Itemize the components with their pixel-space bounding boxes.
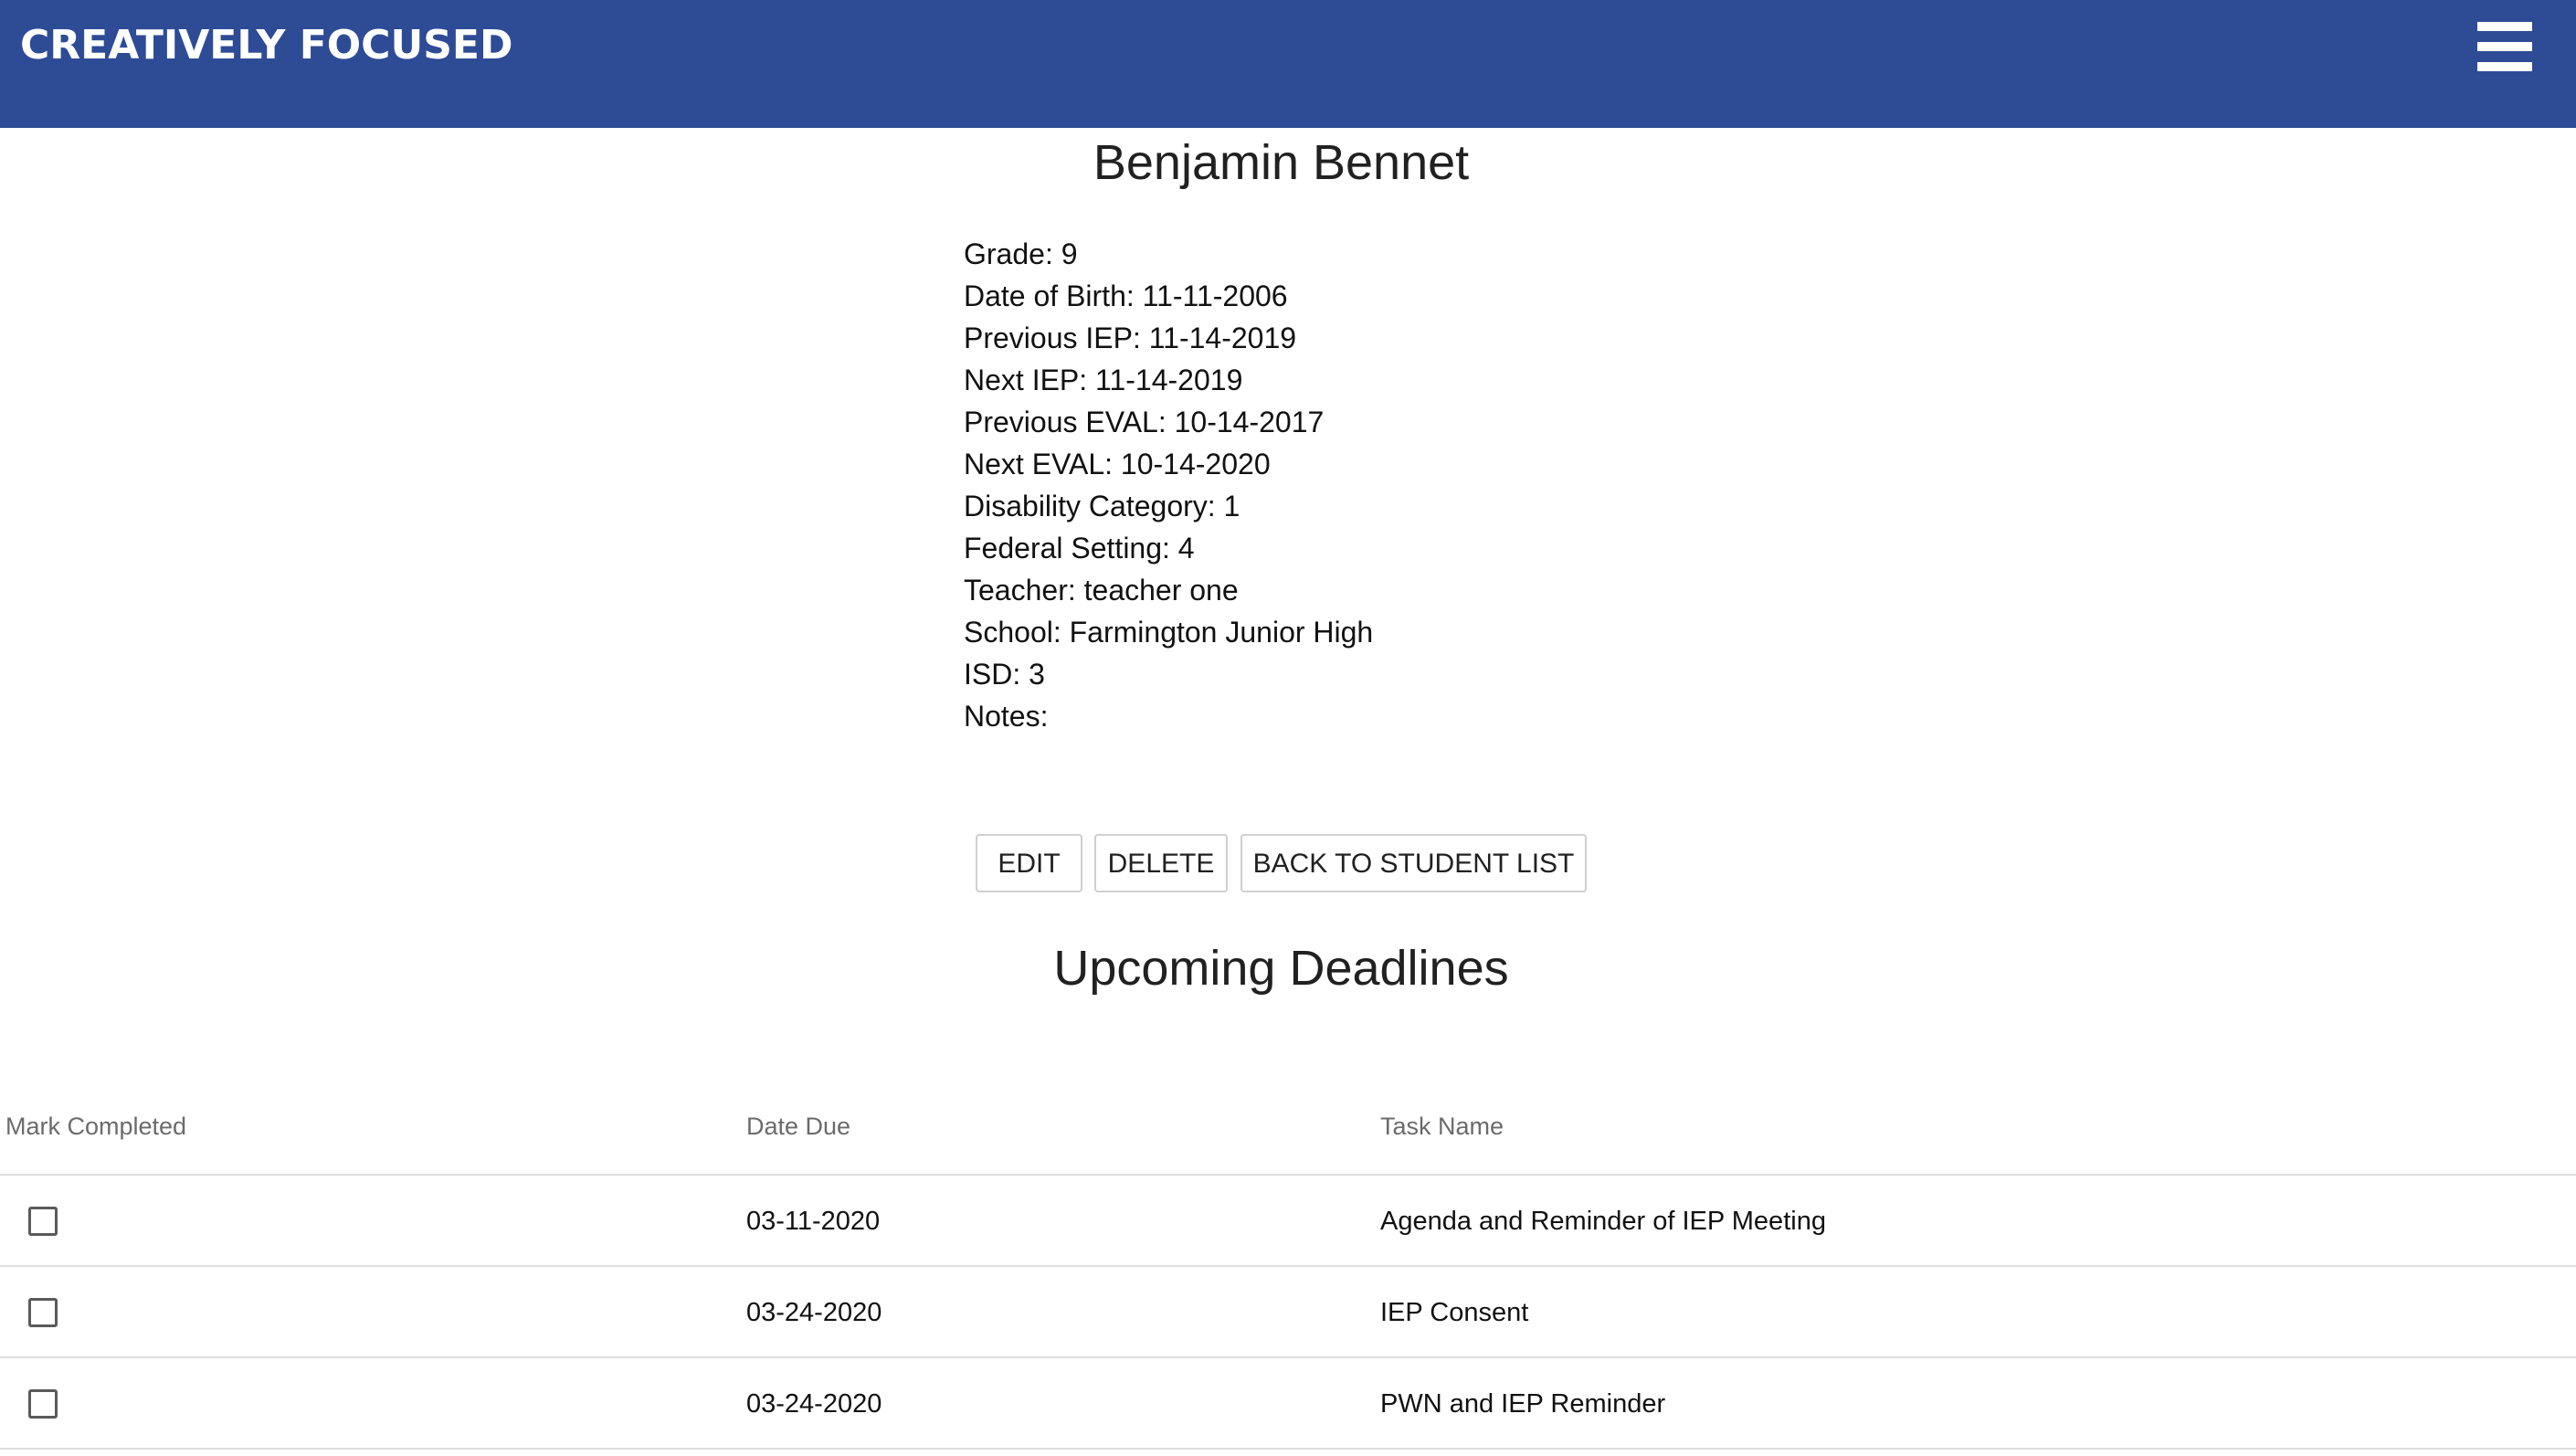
task-name-cell: Agenda and Reminder of IEP Meeting xyxy=(1380,1207,1826,1236)
detail-previous-iep: Previous IEP: 11-14-2019 xyxy=(964,322,1297,354)
upcoming-deadlines-heading: Upcoming Deadlines xyxy=(1053,941,1509,996)
mark-completed-checkbox[interactable] xyxy=(28,1298,58,1327)
column-header-task-name: Task Name xyxy=(1380,1113,1504,1140)
mark-completed-checkbox[interactable] xyxy=(28,1389,58,1419)
task-name-cell: PWN and IEP Reminder xyxy=(1380,1389,1666,1419)
table-row xyxy=(0,1267,2576,1358)
detail-grade: Grade: 9 xyxy=(964,237,1078,270)
brand-logo-text[interactable]: CREATIVELY FOCUSED xyxy=(20,22,513,69)
detail-notes: Notes: xyxy=(964,700,1049,733)
detail-isd: ISD: 3 xyxy=(964,658,1045,691)
menu-bar-middle xyxy=(2477,42,2532,51)
student-name-heading: Benjamin Bennet xyxy=(1093,135,1470,190)
column-header-mark-completed: Mark Completed xyxy=(5,1113,187,1140)
detail-next-iep: Next IEP: 11-14-2019 xyxy=(964,364,1243,396)
menu-bar-top xyxy=(2477,22,2532,31)
detail-teacher: Teacher: teacher one xyxy=(964,574,1239,607)
date-due-cell: 03-24-2020 xyxy=(746,1298,882,1327)
hamburger-menu-icon[interactable] xyxy=(2472,16,2538,77)
table-row xyxy=(0,1358,2576,1450)
delete-button[interactable]: DELETE xyxy=(1094,834,1228,892)
column-header-date-due: Date Due xyxy=(746,1113,851,1140)
edit-button[interactable]: EDIT xyxy=(976,834,1082,892)
detail-disability-category: Disability Category: 1 xyxy=(964,490,1240,522)
date-due-cell: 03-24-2020 xyxy=(746,1389,882,1419)
app-header xyxy=(0,0,2576,128)
detail-previous-eval: Previous EVAL: 10-14-2017 xyxy=(964,406,1325,438)
date-due-cell: 03-11-2020 xyxy=(746,1207,881,1236)
mark-completed-checkbox[interactable] xyxy=(28,1207,58,1236)
task-name-cell: IEP Consent xyxy=(1380,1298,1529,1327)
detail-federal-setting: Federal Setting: 4 xyxy=(964,532,1195,564)
detail-next-eval: Next EVAL: 10-14-2020 xyxy=(964,448,1271,480)
student-details xyxy=(964,233,1786,737)
detail-date-of-birth: Date of Birth: 11-11-2006 xyxy=(964,280,1288,312)
back-to-student-list-button[interactable]: BACK TO STUDENT LIST xyxy=(1240,834,1587,892)
menu-bar-bottom xyxy=(2477,62,2532,71)
detail-school: School: Farmington Junior High xyxy=(964,616,1374,649)
table-row xyxy=(0,1176,2576,1267)
